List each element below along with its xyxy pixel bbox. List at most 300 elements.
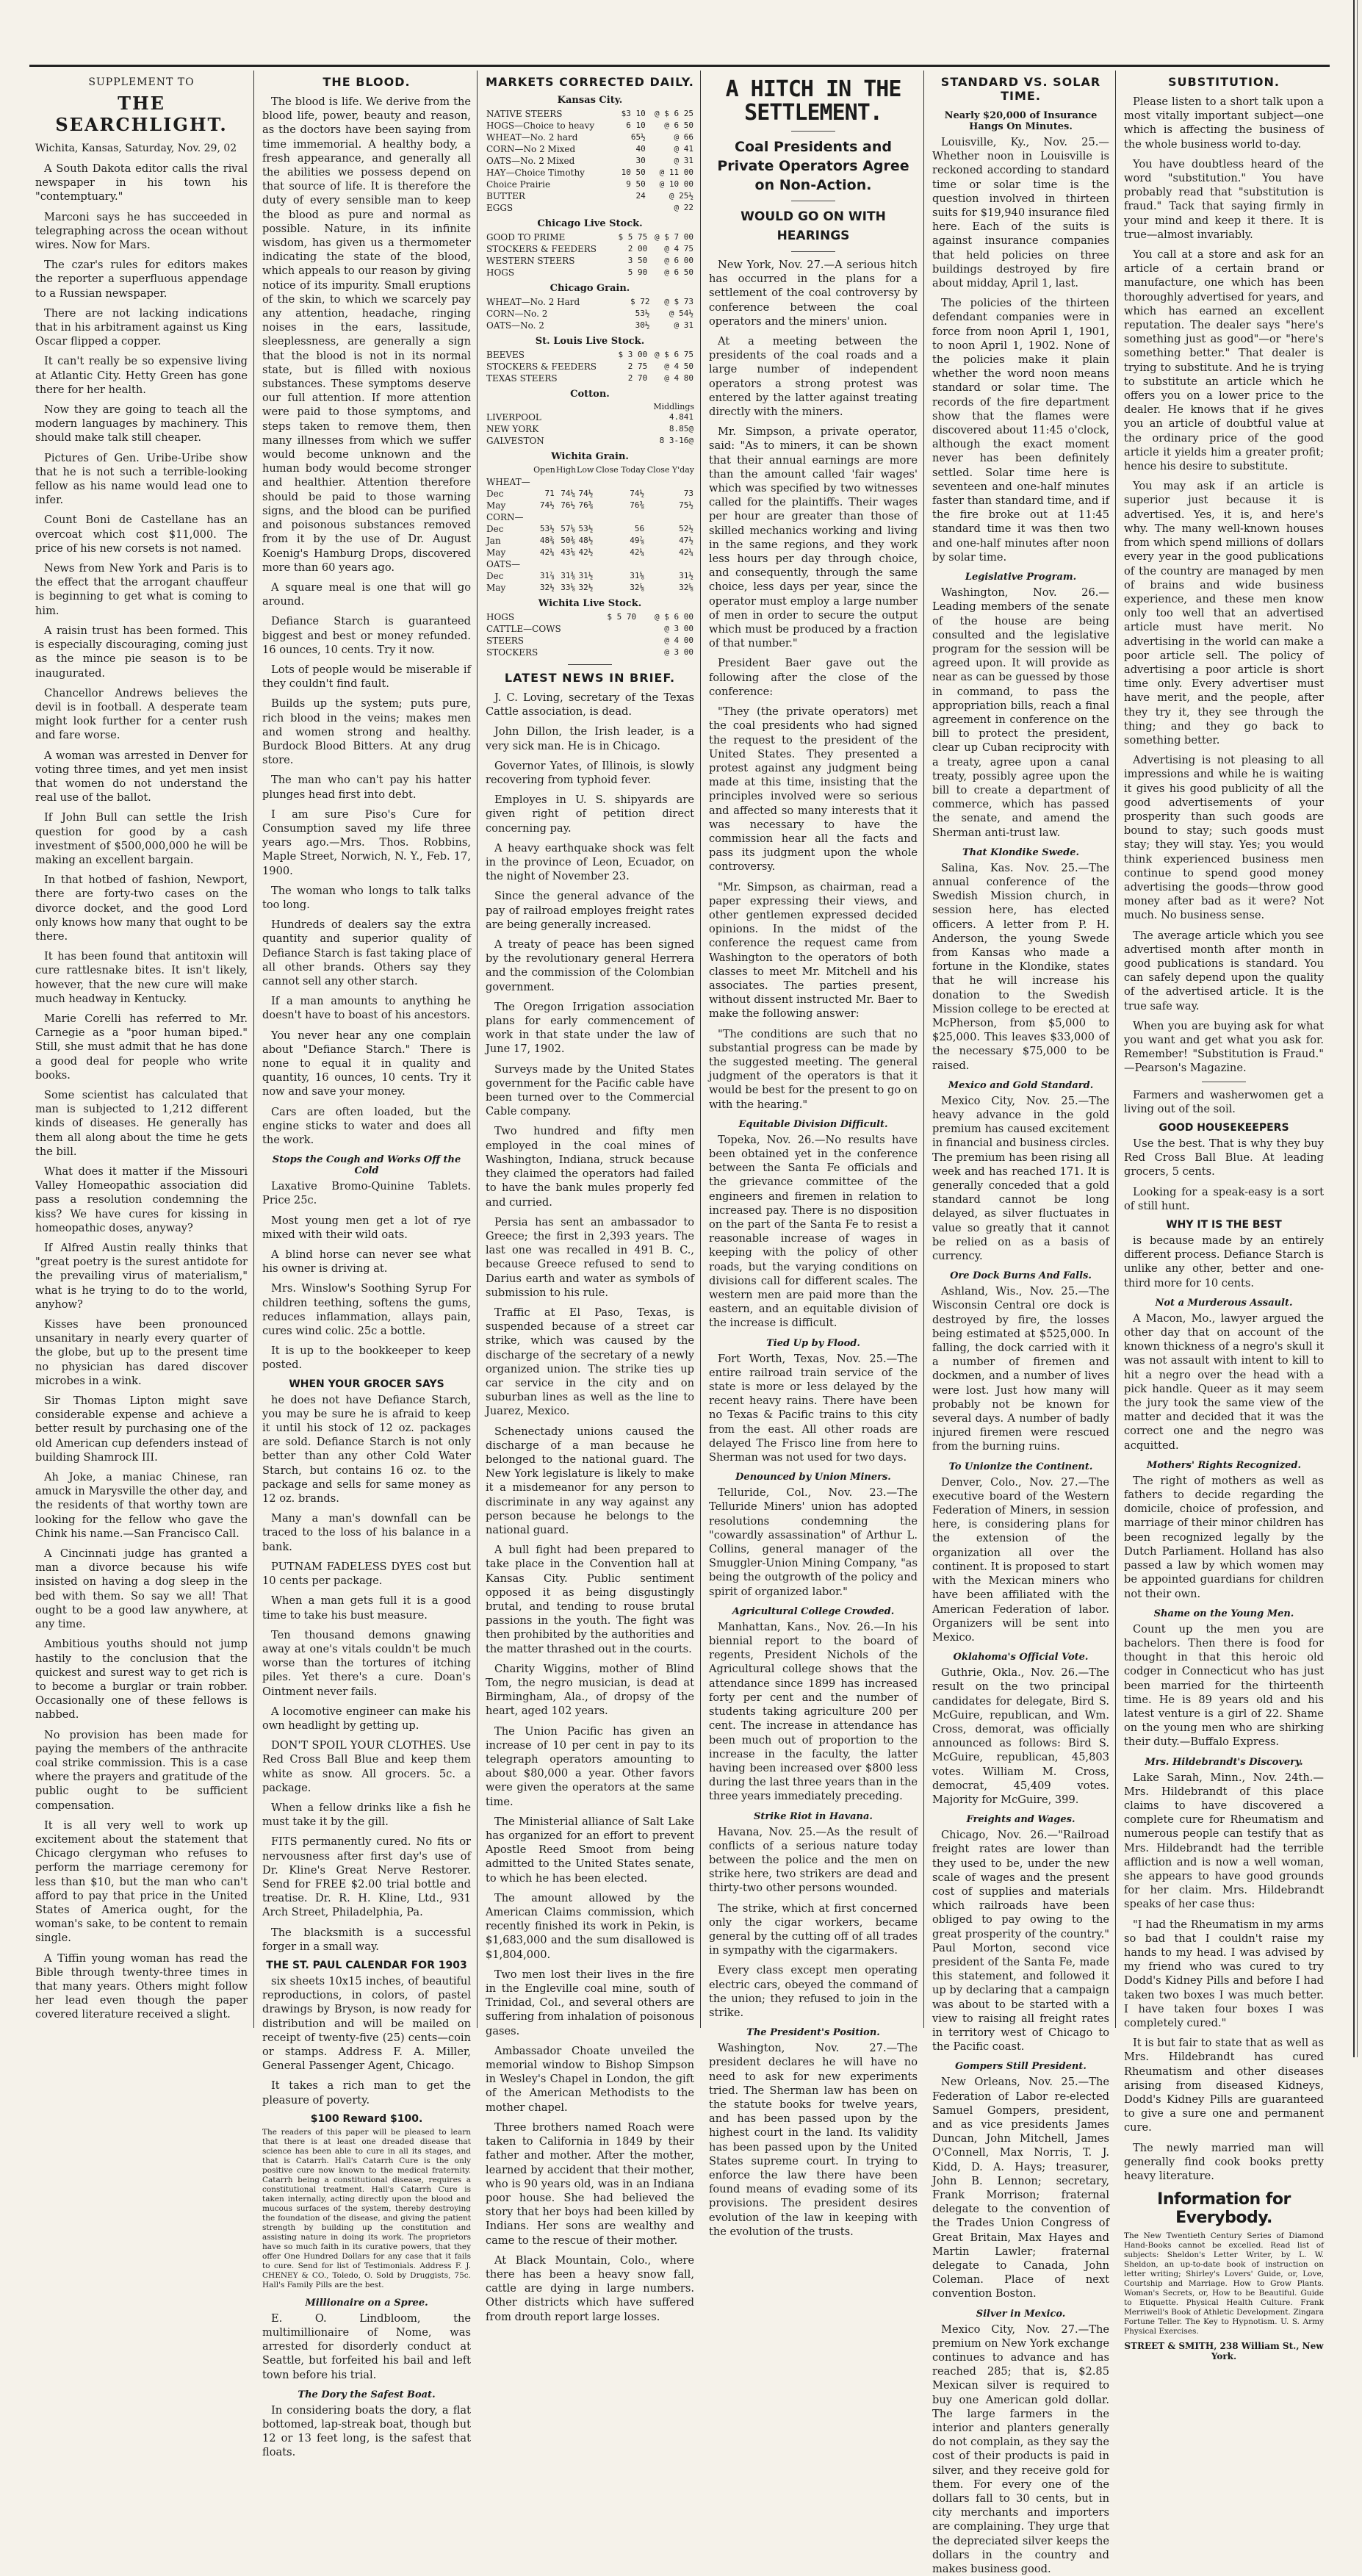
- market-price: [533, 511, 555, 523]
- article-text: Three brothers named Roach were taken to California in 1849 by their father and mother. After the mother, learned by accident that their mother, who is 90 years old, was in an Indiana poor house. She had believed the story that her boys had been killed by Indians. Her sons are wealthy and came to the rescue of their mother.: [486, 2120, 694, 2247]
- article-text: The man who can't pay his hatter plunges head first into debt.: [262, 774, 471, 801]
- article-text: A woman was arrested in Denver for voting three times, and yet men insist that women do not understand the real use of the ballot.: [35, 749, 248, 805]
- paragraph-list: [35, 162, 248, 2022]
- market-price: @ $ 7 00: [655, 232, 693, 242]
- market-price: 53½: [578, 524, 594, 533]
- article-text: Denver, Colo., Nov. 27.—The executive board of the Western Federation of Miners, in session here, is considering plans for the extension of the organization all over the continent. It is proposed to start with the Mexican miners who have been affiliated with the American Federation of labor. Organizers will be sent into Mexico.: [932, 1475, 1109, 1644]
- article-text: Governor Yates, of Illinois, is slowly recovering from typhoid fever.: [486, 759, 694, 787]
- article-title: THE BLOOD.: [323, 75, 411, 89]
- market-item: STOCKERS & FEEDERS: [486, 244, 597, 254]
- table-row: [486, 582, 694, 594]
- market-item: CORN—No. 2: [486, 309, 548, 319]
- market-price: 10 50: [621, 168, 646, 177]
- column-divider: [923, 71, 924, 2028]
- article-text: The amount allowed by the American Claims commission, which recently finished its work in Pekin, is $1,683,000 and the sum disallowed is $1,804,000.: [486, 1891, 694, 1961]
- table-header-cell: Close Y'day: [646, 465, 694, 475]
- article-text: Mr. Simpson, a private operator, said: "As to miners, it can be shown that their annual earnings are more than the amount called 'fair wages' which was specified by two witnesses called for the plaintiffs. Their wages per hour are greater than those of skilled mechanics working and living in the same regions, and they work less hours per day through choice, and consequently, through the same choice, less days per year, since the operator must employ a large number of men in order to secure the output which must be produced by a fraction of that number.": [709, 425, 918, 650]
- market-table-kansas-city: [486, 108, 694, 214]
- market-price: 4.841: [669, 412, 693, 422]
- article-text: It is but fair to state that as well as Mrs. Hildebrandt has cured Rheumatism and other diseases arising from diseased Kidneys, Dodd's Kidney Pills are guaranteed to give a sure one and permanent cure.: [1124, 2037, 1324, 2134]
- market-price: [576, 558, 594, 570]
- markets-title: MARKETS CORRECTED DAILY.: [486, 75, 694, 89]
- article-text: You may ask if an article is superior just because it is advertised. Yes, it is, and here's why. The many well-known houses from which spend millions of dollars every year in the good publications of the country are managed by men of brains and wide business experience, and these men know only too well that an advertised article must have merit. No advertising in the world can make a poor article sell. The policy of advertising a poor article is short time only. Every advertiser must have merit, and the people, after they try it, they see through the thing; and they go back to something better.: [1124, 480, 1324, 746]
- market-price: 8.85@: [669, 424, 693, 433]
- market-item: May: [486, 500, 506, 511]
- table-row: [486, 202, 694, 214]
- news-title: LATEST NEWS IN BRIEF.: [504, 671, 676, 685]
- article-text: If Alfred Austin really thinks that "great poetry is the surest antidote for the prevailing virus of materialism," what is he trying to do to the world, anyhow?: [35, 1242, 248, 1311]
- market-price: 76⅜: [630, 500, 645, 510]
- market-price: 30: [635, 156, 646, 165]
- paragraph-list: [709, 258, 918, 1112]
- market-price: @ 31: [674, 156, 693, 165]
- market-item: CORN—No 2 Mixed: [486, 144, 576, 154]
- article-text: A South Dakota editor calls the rival newspaper in his town his "contemptuary.": [35, 162, 248, 204]
- article-text: Two men lost their lives in the fire in the Engleville coal mine, south of Trinidad, Col., and several others are suffering from inhalation of poisonous gases.: [486, 1968, 694, 2037]
- ad-title: Stops the Cough and Works Off the Cold: [272, 1154, 461, 1177]
- article-text: Telluride, Col., Nov. 23.—The Telluride Miners' union has adopted resolutions condemning the "cowardly assassination" of Arthur L. Collins, general manager of the Smuggler-Union Mining Company, "as being the outgrowth of the policy and spirit of organized labor.": [709, 1486, 918, 1598]
- market-price: @ 4 50: [664, 361, 693, 371]
- article-subtitle: Nearly $20,000 of Insurance Hangs On Minutes.: [944, 110, 1098, 132]
- article-text: The policies of the thirteen defendant companies were in force from noon April 1, 1901, to noon April 1, 1902. None of the policies make it plain whether the word noon means standard or solar time. The records of the fire department show that the flames were discovered about 11:45 o'clock, although the exact moment never has been definitely settled. Solar time here is seventeen and one-half minutes faster than standard time, and if the fire broke out at 11:45 standard time it was then two and one-half minutes after noon by solar time.: [932, 297, 1109, 564]
- table-row: [486, 243, 694, 255]
- article-text: Since the general advance of the pay of railroad employes freight rates are being generally increased.: [486, 890, 694, 931]
- table-row: [486, 488, 694, 500]
- market-item: Dec: [486, 489, 504, 499]
- article-text: The Ministerial alliance of Salt Lake has organized for an effort to prevent Apostle Reed Smoot from being admitted to the United States senate, to which he has been elected.: [486, 1815, 694, 1885]
- ad-text: Laxative Bromo-Quinine Tablets. Price 25c.: [262, 1180, 471, 1207]
- article-text: Chancellor Andrews believes the devil is in football. A desperate team might look further for a center rush and fare worse.: [35, 686, 248, 742]
- market-price: [533, 476, 555, 488]
- ad-text: Use the best. That is why they buy Red Cross Ball Blue. At leading grocers, 5 cents.: [1124, 1137, 1324, 1179]
- ad-title: $100 Reward $100.: [310, 2112, 423, 2125]
- article-text: Lake Sarah, Minn., Nov. 24th.—Mrs. Hildebrandt of this place claims to have discovered a complete cure for Rheumatism and numerous people can testify that as Mrs. Hildebrandt had the terrible affliction and is now a well woman, she appears to have good grounds for her claim. Mrs. Hildebrandt speaks of her case thus:: [1124, 1771, 1324, 1911]
- market-item: Jan: [486, 536, 501, 546]
- market-price: 40: [635, 144, 646, 154]
- paragraph-list: [262, 95, 471, 1147]
- table-row: [486, 320, 694, 331]
- market-price: 31⅞: [539, 571, 555, 580]
- article-text: Please listen to a short talk upon a most vitally important subject—one which is affecting the business of the whole business world to-day.: [1124, 96, 1324, 151]
- table-row: [486, 373, 694, 384]
- table-header-cell: Low: [577, 465, 594, 475]
- market-price: [576, 476, 594, 488]
- market-price: [555, 511, 576, 523]
- market-price: 31½: [578, 571, 594, 580]
- market-price: @ 41: [674, 144, 693, 154]
- market-price: 33⅛: [561, 583, 576, 592]
- market-price: 52½: [679, 524, 693, 533]
- article-text: If John Bull can settle the Irish question for good by a cash investment of $500,000,000 he will be making an excellent bargain.: [35, 811, 248, 866]
- market-item: WHEAT—No. 2 hard: [486, 132, 578, 143]
- market-item: Dec: [486, 571, 504, 581]
- article-title: That Klondike Swede.: [962, 846, 1079, 858]
- article-text: "Mr. Simpson, as chairman, read a paper expressing their views, and other gentlemen expressed decided opinions. In the midst of the conference the request came from Washington to the operators of both classes to meet Mr. Mitchell and his associates. The parties present, without dissent instructed Mr. Baer to make the following answer:: [709, 880, 918, 1021]
- market-price: 2 00: [627, 244, 648, 253]
- market-price: 32½: [539, 583, 555, 592]
- article-title: Millionaire on a Spree.: [305, 2297, 428, 2309]
- ad-text: he does not have Defiance Starch, you may be sure he is afraid to keep it until his stock of 12 oz. packages are sold. Defiance Starch is not only better than any other Cold Water Starch, but contains 16 oz. to the package and sells for same money as 12 oz. brands.: [262, 1393, 471, 1505]
- article-text: Looking for a speak-easy is a sort of still hunt.: [1124, 1185, 1324, 1212]
- divider: [791, 131, 835, 132]
- paragraph-list: [262, 1511, 471, 1954]
- market-price: [645, 476, 694, 488]
- market-price: [616, 202, 646, 214]
- market-price: $ 3 00: [618, 350, 648, 359]
- article-text: It is up to the bookkeeper to keep posted.: [262, 1345, 471, 1372]
- divider: [568, 664, 612, 665]
- market-price: 47½: [679, 536, 693, 545]
- market-item: HOGS: [486, 267, 515, 278]
- table-row: [486, 308, 694, 320]
- paragraph-list: [262, 2079, 471, 2107]
- article-text: Washington, Nov. 27.—The president declares he will have no need to ask for new experiments tried. The Sherman law has been on the statute books for twelve years, and has been passed upon by the highest court in the land. Its validity has been passed upon by the United States supreme court. In trying to enforce the law there have been found means of evading some of its provisions. The president desires evolution of the law in keeping with the evolution of the trusts.: [709, 2042, 918, 2238]
- ad-text: The readers of this paper will be pleased to learn that there is at least one dreaded disease that science has been able to cure in all its stages, and that is Catarrh. Hall's Catarrh Cure is the only positive cure now known to the medical fraternity. Catarrh being a constitutional disease, requires a constitutional treatment. Hall's Catarrh Cure is taken internally, acting directly upon the blood and mucous surfaces of the system, thereby destroying the foundation of the disease, and giving the patient strength by building up the constitution and assisting nature in doing its work. The proprietors have so much faith in its curative powers, that they offer One Hundred Dollars for any case that it fails to cure. Send for list of Testimonials. Address F. J. CHENEY & CO., Toledo, O. Sold by Druggists, 75c. Hall's Family Pills are the best.: [262, 2127, 471, 2289]
- article-text: Sir Thomas Lipton might save considerable expense and achieve a better result by purchasing one of the old American cup defenders instead of building Shamrock III.: [35, 1395, 248, 1464]
- table-row: [486, 423, 694, 435]
- market-price: 42¼: [679, 547, 693, 557]
- table-row: [486, 511, 694, 523]
- column-hitch: [703, 73, 923, 2238]
- market-price: 75½: [679, 500, 693, 510]
- market-price: [594, 476, 645, 488]
- market-price: 48⅜: [539, 536, 555, 545]
- table-row: [486, 231, 694, 243]
- article-text: J. C. Loving, secretary of the Texas Cattle association, is dead.: [486, 691, 694, 719]
- article-text: Most young men get a lot of rye mixed with their wild oats.: [262, 1214, 471, 1241]
- article-text: Now they are going to teach all the modern languages by machinery. This should make talk still cheaper.: [35, 403, 248, 445]
- table-row: [486, 143, 694, 155]
- market-price: 24: [635, 191, 646, 201]
- article-text: "The conditions are such that no substantial progress can be made by the suggested meeting. The general judgment of the operators is that it would be best for the present to go on with the hearing.": [709, 1027, 918, 1111]
- market-price: [594, 647, 637, 658]
- market-price: @ 66: [674, 132, 693, 142]
- article-text: Farmers and washerwomen get a living out of the soil.: [1124, 1088, 1324, 1115]
- market-item: STEERS: [486, 636, 524, 646]
- column-blood: [256, 73, 477, 2459]
- market-price: 56: [634, 524, 645, 533]
- article-title: Oklahoma's Official Vote.: [953, 1652, 1089, 1663]
- market-item: Choice Prairie: [486, 179, 551, 190]
- market-price: 2 75: [627, 361, 648, 371]
- market-price: 32⅝: [630, 583, 645, 592]
- market-item: NATIVE STEERS: [486, 109, 563, 119]
- table-row: [486, 547, 694, 558]
- article-text: It has been found that antitoxin will cure rattlesnake bites. It isn't likely, however, that the new cure will make much headway in Kentucky.: [35, 950, 248, 1005]
- article-text: Mexico City, Nov. 27.—The premium on New York exchange continues to advance and has reached 285; that is, $2.85 Mexican silver is required to buy one American gold dollar. The large farmers in the interior and planters generally do not complain, as they say the cost of their products is paid in silver, and they receive gold for them. For every one of the dollars fall to 30 cents, but in city merchants and importers are complaining. They urge that the depreciated silver keeps the dollars in the country and makes business good.: [932, 2323, 1109, 2576]
- article-text: E. O. Lindbloom, the multimillionaire of Nome, was arrested for disorderly conduct at Seattle, but forfeited his bail and left town before his trial.: [262, 2311, 471, 2381]
- article-text: You have doubtless heard of the word "substitution." You have probably read that "substitution is fraud." Tack that saying firmly in your mind and keep it there. It is true—almost invariably.: [1124, 157, 1324, 241]
- table-row: [486, 120, 694, 132]
- market-price: 74½: [578, 489, 594, 498]
- market-item: WHEAT—: [486, 477, 530, 487]
- headline: A HITCH IN THE SETTLEMENT.: [725, 76, 901, 126]
- market-price: [555, 558, 576, 570]
- table-row: [486, 296, 694, 308]
- market-price: 5 90: [627, 267, 648, 277]
- market-price: 71: [544, 489, 555, 498]
- market-price: [645, 511, 694, 523]
- article-text: Charity Wiggins, mother of Blind Tom, the negro musician, is dead at Birmingham, Ala., of dropsy of the heart, aged 102 years.: [486, 1662, 694, 1718]
- market-price: @ 6 50: [664, 267, 693, 277]
- article-title: STANDARD VS. SOLAR TIME.: [940, 75, 1101, 103]
- market-price: 74½: [539, 500, 555, 510]
- article-text: "I had the Rheumatism in my arms so bad that I couldn't raise my hands to my head. I was advised by my friend who was cured to try Dodd's Kidney Pills and before I had taken two boxes I was much better. I have taken four boxes I was completely cured.": [1124, 1918, 1324, 2029]
- article-text: There are not lacking indications that in his arbitrament against us King Oscar flipped a copper.: [35, 306, 248, 348]
- article-text: Ashland, Wis., Nov. 25.—The Wisconsin Central ore dock is destroyed by fire, the losses being estimated at $525,000. In falling, the dock carried with it a number of firemen and dockmen, and a number of lives were lost. Just how many will probably not be known for several days. A number of badly injured firemen were rescued from the burning ruins.: [932, 1285, 1109, 1453]
- article-text: Havana, Nov. 25.—As the result of conflicts of a serious nature today between the police and the men on strike here, two strikers are dead and thirty-two other persons wounded.: [709, 1825, 918, 1895]
- market-item: OATS—No. 2 Mixed: [486, 156, 575, 166]
- article-text: Two hundred and fifty men employed in the coal mines of Washington, Indiana, struck because they claimed the operators had failed to have the bank mules properly fed and curried.: [486, 1125, 694, 1209]
- article-text: New York, Nov. 27.—A serious hitch has occurred in the plans for a settlement of the coal controversy by conference between the coal operators and the miners' union.: [709, 259, 918, 328]
- market-price: 49⅞: [630, 536, 645, 545]
- market-table-st-louis: [486, 349, 694, 384]
- article-text: Marie Corelli has referred to Mr. Carnegie as a "poor human biped." Still, she must admit that he has done a good deal for people who write books.: [35, 1012, 248, 1082]
- article-title: Not a Murderous Assault.: [1155, 1297, 1293, 1309]
- market-price: 42¼: [630, 547, 645, 557]
- column-divider: [253, 71, 254, 2028]
- article-title: Strike Riot in Havana.: [754, 1810, 873, 1822]
- supplement-label: SUPPLEMENT TO: [88, 76, 195, 88]
- article-text: Louisville, Ky., Nov. 25.—Whether noon in Louisville is reckoned according to standard time or solar time is the question involved in thirteen suits for $19,940 insurance filed here. Each of the suits is against insurance companies that held policies on three buildings destroyed by fire about midday, April 1, last.: [932, 136, 1109, 290]
- article-text: The Union Pacific has given an increase of 10 per cent in pay to its telegraph operators amounting to about $80,000 a year. Other favors were given the operators at the same time.: [486, 1724, 694, 1808]
- market-item: GOOD TO PRIME: [486, 232, 566, 242]
- article-text: President Baer gave out the following after the close of the conference:: [709, 657, 918, 698]
- market-item: WESTERN STEERS: [486, 256, 575, 266]
- column-divider: [700, 71, 701, 2028]
- market-item: CATTLE—COWS: [486, 624, 561, 634]
- market-title: Wichita Grain.: [551, 451, 629, 462]
- article-title: Mrs. Hildebrandt's Discovery.: [1145, 1756, 1303, 1768]
- market-table-chicago-stock: [486, 231, 694, 278]
- masthead: THE SEARCHLIGHT.: [55, 93, 228, 135]
- market-item: EGGS: [486, 203, 514, 213]
- table-row: [486, 435, 694, 447]
- market-price: 30½: [635, 320, 650, 330]
- table-row: [486, 570, 694, 582]
- column-standard-time: [926, 73, 1115, 2576]
- market-title: Chicago Grain.: [550, 283, 630, 294]
- article-text: In considering boats the dory, a flat bottomed, lap-streak boat, though but 12 or 13 feet long, is the safest that floats.: [262, 2403, 471, 2459]
- article-text: Traffic at El Paso, Texas, is suspended because of a street car strike, which was caused by the discharge of the secretary of a newly organized union. The strike ties up car service in the city and on suburban lines as well as the line to Juarez, Mexico.: [486, 1306, 694, 1418]
- article-text: Marconi says he has succeeded in telegraphing across the ocean without wires. Now for Mars.: [35, 210, 248, 252]
- market-price: 53½: [635, 309, 650, 318]
- market-price: @ $ 73: [664, 297, 693, 306]
- article-text: In that hotbed of fashion, Newport, there are forty-two cases on the divorce docket, and the good Lord only knows how many that ought to be there.: [35, 874, 248, 943]
- table-row: [486, 411, 694, 423]
- market-price: $ 5 75: [618, 232, 648, 242]
- market-item: WHEAT—No. 2 Hard: [486, 297, 580, 307]
- table-row: [486, 255, 694, 267]
- table-header-cell: Open: [533, 465, 555, 475]
- ad-title: GOOD HOUSEKEEPERS: [1159, 1122, 1289, 1134]
- market-title: Wichita Live Stock.: [538, 598, 642, 609]
- article-text: Salina, Kas. Nov. 25.—The annual conference of the Swedish Mission church, in session here, has elected officers. A letter from P. H. Anderson, the young Swede from Kansas who made a fortune in the Klondike, states that he will increase his donation to the Swedish Mission college to be erected at McPherson, from $5,000 to $25,000. This leaves $33,000 of the necessary $75,000 to be raised.: [932, 861, 1109, 1072]
- article-text: When a fellow drinks like a fish he must take it by the gill.: [262, 1801, 471, 1829]
- article-title: The President's Position.: [746, 2027, 880, 2039]
- cotton-header: Middlings: [653, 402, 694, 411]
- market-table-wichita-grain: [486, 464, 694, 594]
- table-row: [486, 523, 694, 535]
- market-price: @ $ 6 25: [655, 109, 693, 118]
- article-title: Legislative Program.: [965, 572, 1077, 583]
- article-text: A square meal is one that will go around.: [262, 580, 471, 608]
- market-price: 50⅜: [561, 536, 576, 545]
- market-price: [594, 558, 645, 570]
- market-price: @ 3 00: [664, 624, 693, 633]
- article-text: The blood is life. We derive from the blood life, power, beauty and reason, as the doctors have been saying from time immemorial. A healthy body, a fresh appearance, and generally all the abilities we possess depend on that source of life. It is therefore the duty of every sensible man to keep the blood as pure and normal as possible. Nature, in its infinite wisdom, has given us a thermometer indicating the state of the blood, which appeals to our reason by giving notice of its impurity. Small eruptions of the skin, to which we scarcely pay any attention, headache, ringing noises in the ears, lassitude, sleeplessness, are generally a sign that the blood is not in its normal state, but is filled with noxious substances. These symptoms deserve our full attention. If more attention were paid to those symptoms, and steps taken to remove them, then many illnesses from which we suffer would become unknown and the human body would become stronger and healthier. Attention therefore should be paid to those warning signs, and the blood can be purified and poisonous substances removed from it by the use of Dr. August Koenig's Hamburg Drops, discovered more than 60 years ago.: [262, 96, 471, 574]
- article-text: The blacksmith is a successful forger in a small way.: [262, 1926, 471, 1953]
- table-header-cell: High: [555, 465, 577, 475]
- article-text: New Orleans, Nov. 25.—The Federation of Labor re-elected Samuel Gompers, president, and as vice presidents James Duncan, John Mitchell, James O'Connell, Max Norris, T. J. Kidd, D. A. Hays; treasurer, John B. Lennon; secretary, Frank Morrison; fraternal delegate to the convention of the Trades Union Congress of Great Britain, Max Hayes and Martin Lawler; fraternal delegate to Canada, John Coleman. Place of next convention Boston.: [932, 2076, 1109, 2300]
- market-price: [555, 476, 576, 488]
- article-text: I am sure Piso's Cure for Consumption saved my life three years ago.—Mrs. Thos. Robbins, Maple Street, Norwich, N. Y., Feb. 17, 1900.: [262, 807, 471, 877]
- article-text: Persia has sent an ambassador to Greece; the first in 2,393 years. The last one was recalled in 491 B. C., because Greece refused to send to Darius earth and water as symbols of submission to his rule.: [486, 1215, 694, 1299]
- article-text: Fort Worth, Texas, Nov. 25.—The entire railroad train service of the state is more or less delayed by the recent heavy rains. There have been no Texas & Pacific trains to this city from the east. All other roads are delayed The Frisco line from here to Sherman was not used for two days.: [709, 1352, 918, 1464]
- article-text: "They (the private operators) met the coal presidents who had signed the request to the president of the United States. They presented a protest against any judgment being made at this time, insisting that the principles involved were so serious and affected so many interests that it was necessary to have the commission hear all the facts and pass its judgment upon the whole controversy.: [709, 705, 918, 874]
- market-price: 42¼: [539, 547, 555, 557]
- article-text: At a meeting between the presidents of the coal roads and a large number of independent operators a strong protest was entered by the latter against treating directly with the miners.: [709, 335, 918, 419]
- market-price: 42½: [578, 547, 594, 557]
- article-text: Pictures of Gen. Uribe-Uribe show that he is not such a terrible-looking fellow as his name would lead one to infer.: [35, 451, 248, 507]
- market-item: OATS—: [486, 559, 521, 569]
- article-text: Ambitious youths should not jump hastily to the conclusion that the quickest and surest way to get rich is to become a burglar or train robber. Occasionally one of these fellows is nabbed.: [35, 1638, 248, 1721]
- article-text: John Dillon, the Irish leader, is a very sick man. He is in Chicago.: [486, 725, 694, 752]
- market-price: 2 70: [627, 373, 648, 383]
- market-title: Chicago Live Stock.: [537, 218, 643, 229]
- dateline: Wichita, Kansas, Saturday, Nov. 29, 02: [35, 143, 237, 154]
- article-text: The strike, which at first concerned only the cigar workers, became general by the cutting off of all trades in sympathy with the cigarmakers.: [709, 1902, 918, 1957]
- table-row: [486, 167, 694, 179]
- market-price: $3 10: [621, 109, 646, 118]
- article-text: Many a man's downfall can be traced to the loss of his balance in a bank.: [262, 1512, 471, 1553]
- article-title: Freights and Wages.: [966, 1814, 1075, 1826]
- paragraph-list: [486, 691, 694, 2324]
- table-row: [486, 611, 694, 623]
- paragraph-list: [1124, 95, 1324, 1076]
- market-price: @ $ 6 75: [655, 350, 693, 359]
- table-row: [486, 179, 694, 190]
- article-text: A Tiffin young woman has read the Bible through twenty-three times in that many years. Others might follow her lead even though the paper covered literature received a slight.: [35, 1951, 248, 2021]
- article-title: Equitable Division Difficult.: [738, 1118, 888, 1130]
- article-text: Hundreds of dealers say the extra quantity and superior quality of Defiance Starch is fast taking place of all other brands. Others say they cannot sell any other starch.: [262, 918, 471, 987]
- market-item: HOGS—Choice to heavy: [486, 120, 595, 131]
- article-text: News from New York and Paris is to the effect that the arrogant chauffeur is beginning to get what is coming to him.: [35, 562, 248, 617]
- article-title: Denounced by Union Miners.: [735, 1472, 891, 1483]
- article-text: It can't really be so expensive living at Atlantic City. Hetty Green has gone there for her health.: [35, 355, 248, 396]
- market-item: HOGS: [486, 612, 515, 622]
- article-text: The woman who longs to talk talks too long.: [262, 884, 471, 911]
- article-text: The right of mothers as well as fathers to decide regarding the domicile, choice of profession, and marriage of their minor children has been recognized legally by the Dutch Parliament. Holland has also passed a law by which women may be appointed guardians for children not their own.: [1124, 1474, 1324, 1600]
- article-text: Mexico City, Nov. 25.—The heavy advance in the gold premium has caused excitement in financial and business circles. The premium has been rising all week and has reached 171. It is generally conceded that a gold standard cannot be long delayed, as silver fluctuates in value so greatly that it cannot be relied on as a basis of currency.: [932, 1094, 1109, 1263]
- ad-title: WHEN YOUR GROCER SAYS: [289, 1378, 444, 1390]
- ad-text: Mrs. Winslow's Soothing Syrup For children teething, softens the gums, reduces inflammation, allays pain, cures wind colic. 25c a bottle.: [262, 1282, 471, 1338]
- table-header-cell: [486, 464, 533, 476]
- market-price: @ $ 6 00: [655, 612, 693, 622]
- article-title: Shame on the Young Men.: [1153, 1608, 1294, 1619]
- article-text: A Cincinnati judge has granted a man a divorce because his wife insisted on having a dog sleep in the bed with them. So say we all! That ought to be a good law anywhere, at any time.: [35, 1547, 248, 1631]
- table-row: [486, 535, 694, 547]
- ad-text: six sheets 10x15 inches, of beautiful reproductions, in colors, of pastel drawings by Bryson, is now ready for distribution and will be mailed on receipt of twenty-five (25) cents—coin or stamps. Address F. A. Miller, General Passenger Agent, Chicago.: [262, 1974, 471, 2073]
- table-row: [486, 108, 694, 120]
- ad-address: STREET & SMITH, 238 William St., New York.: [1124, 2341, 1324, 2362]
- article-text: Cars are often loaded, but the engine sticks to water and does all the work.: [262, 1105, 471, 1147]
- market-item: STOCKERS & FEEDERS: [486, 361, 597, 372]
- market-table-chicago-grain: [486, 296, 694, 331]
- table-row: [486, 635, 694, 647]
- column-markets: [480, 73, 700, 2323]
- article-text: A Macon, Mo., lawyer argued the other day that on account of the known thickness of a negro's skull it was not assault with intent to kill to hit a negro over the head with a pick handle. Queer as it may seem the jury took the same view of the matter and decided that it was the correct one and the negro was acquitted.: [1124, 1312, 1324, 1452]
- table-row: [486, 155, 694, 167]
- table-row: [486, 647, 694, 658]
- article-text: The czar's rules for editors makes the reporter a superfluous appendage to a Russian newspaper.: [35, 259, 248, 300]
- market-price: @ 4 80: [664, 373, 693, 383]
- table-row: [486, 132, 694, 143]
- newspaper-page: [29, 65, 1330, 2576]
- article-text: Lots of people would be miserable if they couldn't find fault.: [262, 663, 471, 691]
- market-price: 65½: [630, 132, 646, 142]
- article-text: You never hear any one complain about "Defiance Starch." There is none to equal it in quality and quantity, 16 ounces, 10 cents. Try it now and save your money.: [262, 1029, 471, 1098]
- market-price: 74½: [630, 489, 645, 498]
- market-price: [594, 635, 637, 647]
- article-text: A heavy earthquake shock was felt in the province of Leon, Ecuador, on the night of November 23.: [486, 841, 694, 883]
- market-item: STOCKERS: [486, 647, 538, 658]
- market-title: St. Louis Live Stock.: [535, 336, 645, 347]
- article-title: Mothers' Rights Recognized.: [1146, 1459, 1301, 1471]
- column-divider: [477, 71, 478, 2028]
- article-title: Agricultural College Crowded.: [732, 1605, 895, 1617]
- article-text: No provision has been made for paying the members of the anthracite coal strike commission. This is a case where the prayers and gratitude of the public ought to be sufficient compensation.: [35, 1728, 248, 1812]
- market-price: 76⅜: [578, 500, 594, 510]
- paragraph-list: [262, 1344, 471, 1372]
- market-price: 8 3-16@: [659, 436, 693, 445]
- table-row: [486, 190, 694, 202]
- market-price: [533, 558, 555, 570]
- market-price: 76½: [561, 500, 576, 510]
- market-price: 53½: [539, 524, 555, 533]
- article-text: It is all very well to work up excitement about the statement that Chicago clergyman who refuses to perform the marriage ceremony for less than $10, but the man who can't afford to pay that price in the United States of America ought, for the woman's sake, to be content to remain single.: [35, 1818, 248, 1945]
- article-title: Mexico and Gold Standard.: [948, 1079, 1094, 1091]
- market-price: 3 50: [627, 256, 648, 265]
- article-text: The newly married man will generally find cook books pretty heavy literature.: [1124, 2141, 1324, 2183]
- article-text: FITS permanently cured. No fits or nervousness after first day's use of Dr. Kline's Great Nerve Restorer. Send for FREE $2.00 trial bottle and treatise. Dr. R. H. Kline, Ltd., 931 Arch Street, Philadelphia, Pa.: [262, 1835, 471, 1919]
- market-item: BEEVES: [486, 350, 525, 360]
- market-price: 31½: [679, 571, 693, 580]
- article-text: DON'T SPOIL YOUR CLOTHES. Use Red Cross Ball Blue and keep them white as snow. All grocers. 5c. a package.: [262, 1739, 471, 1794]
- market-item: LIVERPOOL: [486, 412, 541, 422]
- article-title: To Unionize the Continent.: [948, 1461, 1093, 1472]
- market-price: 57⅛: [561, 524, 576, 533]
- market-price: @ 3 00: [664, 647, 693, 657]
- article-text: When a man gets full it is a good time to take his bust measure.: [262, 1594, 471, 1622]
- market-price: @ 6 50: [664, 120, 693, 130]
- ad-text: The New Twentieth Century Series of Diamond Hand-Books cannot be excelled. Read list of subjects: Sheldon's Letter Writer, by L. W. Sheldon, an up-to-date book of instruction on letter writing; Shirley's Lovers' Guide, or, Love, Courtship and Marriage. How to Grow Plants. Woman's Secrets, or, How to be Beautiful. Guide to Etiquette. Physical Health Culture. Frank Merriwell's Book of Athletic Development. Zingara Fortune Teller. The Key to Hypnotism. U. S. Army Physical Exercises.: [1124, 2231, 1324, 2336]
- market-item: May: [486, 583, 506, 593]
- column-substitution: [1118, 73, 1330, 2362]
- table-row: [486, 476, 694, 488]
- market-price: 9 50: [626, 179, 646, 189]
- article-text: Count Boni de Castellane has an overcoat which cost $11,000. The price of his new corsets is not named.: [35, 514, 248, 555]
- article-text: Advertising is not pleasing to all impressions and while he is waiting it gives his good publicity of all the good advertisements of your prosperity than such goods are bound to stay; such goods must stay; they will stay. Yes; you would think experienced business men continue to spend good money advertising the goods—throw good money after bad as it were? Not much. No business sense.: [1124, 754, 1324, 922]
- market-price: [645, 558, 694, 570]
- market-price: 31⅝: [630, 571, 645, 580]
- table-header-cell: Close Today: [595, 465, 646, 475]
- market-item: HAY—Choice Timothy: [486, 168, 585, 178]
- subheadline: WOULD GO ON WITH HEARINGS: [741, 209, 886, 243]
- article-title: The Dory the Safest Boat.: [298, 2389, 436, 2400]
- market-price: @ 22: [674, 203, 693, 212]
- article-text: It takes a rich man to get the pleasure of poverty.: [262, 2079, 471, 2107]
